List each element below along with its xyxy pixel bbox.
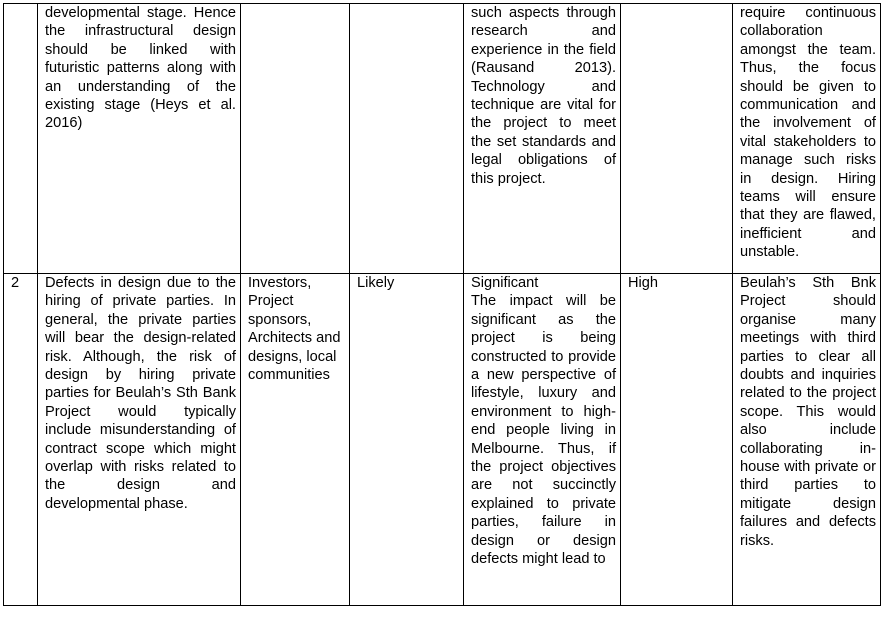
impact-cell: such aspects through research and experience in the field (Rausand 2013). Technology and technique are vital for the project to meet the set standards and legal obligations of this project. bbox=[464, 4, 621, 274]
likelihood-cell: Likely bbox=[350, 274, 464, 606]
likelihood-cell bbox=[350, 4, 464, 274]
impact-cell bbox=[464, 274, 621, 606]
mitigation-cell: Beulah’s Sth Bnk Project should organise many meetings with third parties to clear all doubts and inquiries related to the project scope. This would also include collaborating in-house with private or third parties to mitigate design failures and defects risks. bbox=[733, 274, 881, 606]
risk-description-cell: developmental stage. Hence the infrastructural design should be linked with futuristic patterns along with an understanding of the existing stage (Heys et al. 2016) bbox=[38, 4, 241, 274]
table-row bbox=[4, 274, 881, 606]
risk-level-cell bbox=[621, 4, 733, 274]
impact-heading: Significant bbox=[471, 275, 539, 291]
stakeholders-cell: Investors, Project sponsors, Architects and designs, local communities bbox=[241, 274, 350, 606]
mitigation-cell: require continuous collaboration amongst the team. Thus, the focus should be given to communication and the involvement of vital stakeholders to manage such risks in design. Hiring teams will ensure that they are flawed, inefficient and unstable. bbox=[733, 4, 881, 274]
stakeholders-cell bbox=[241, 4, 350, 274]
impact-text: The impact will be significant as the project is being constructed to provide a new perspective of lifestyle, luxury and environment to high-end people living in Melbourne. Thus, if the project objectives are not succinctly explained to private parties, failure in design or design defects might lead to bbox=[471, 293, 616, 568]
row-number-cell bbox=[4, 4, 38, 274]
risk-register-table bbox=[3, 3, 881, 606]
risk-description-cell: Defects in design due to the hiring of private parties. In general, the private parties will bear the design-related risk. Although, the risk of design by hiring private parties for Beulah’s Sth Bank Project would typically include misunderstanding of contract scope which might overlap with risks related to the design and developmental phase. bbox=[38, 274, 241, 606]
row-number-cell: 2 bbox=[4, 274, 38, 606]
risk-level-cell: High bbox=[621, 274, 733, 606]
table-row bbox=[4, 4, 881, 274]
